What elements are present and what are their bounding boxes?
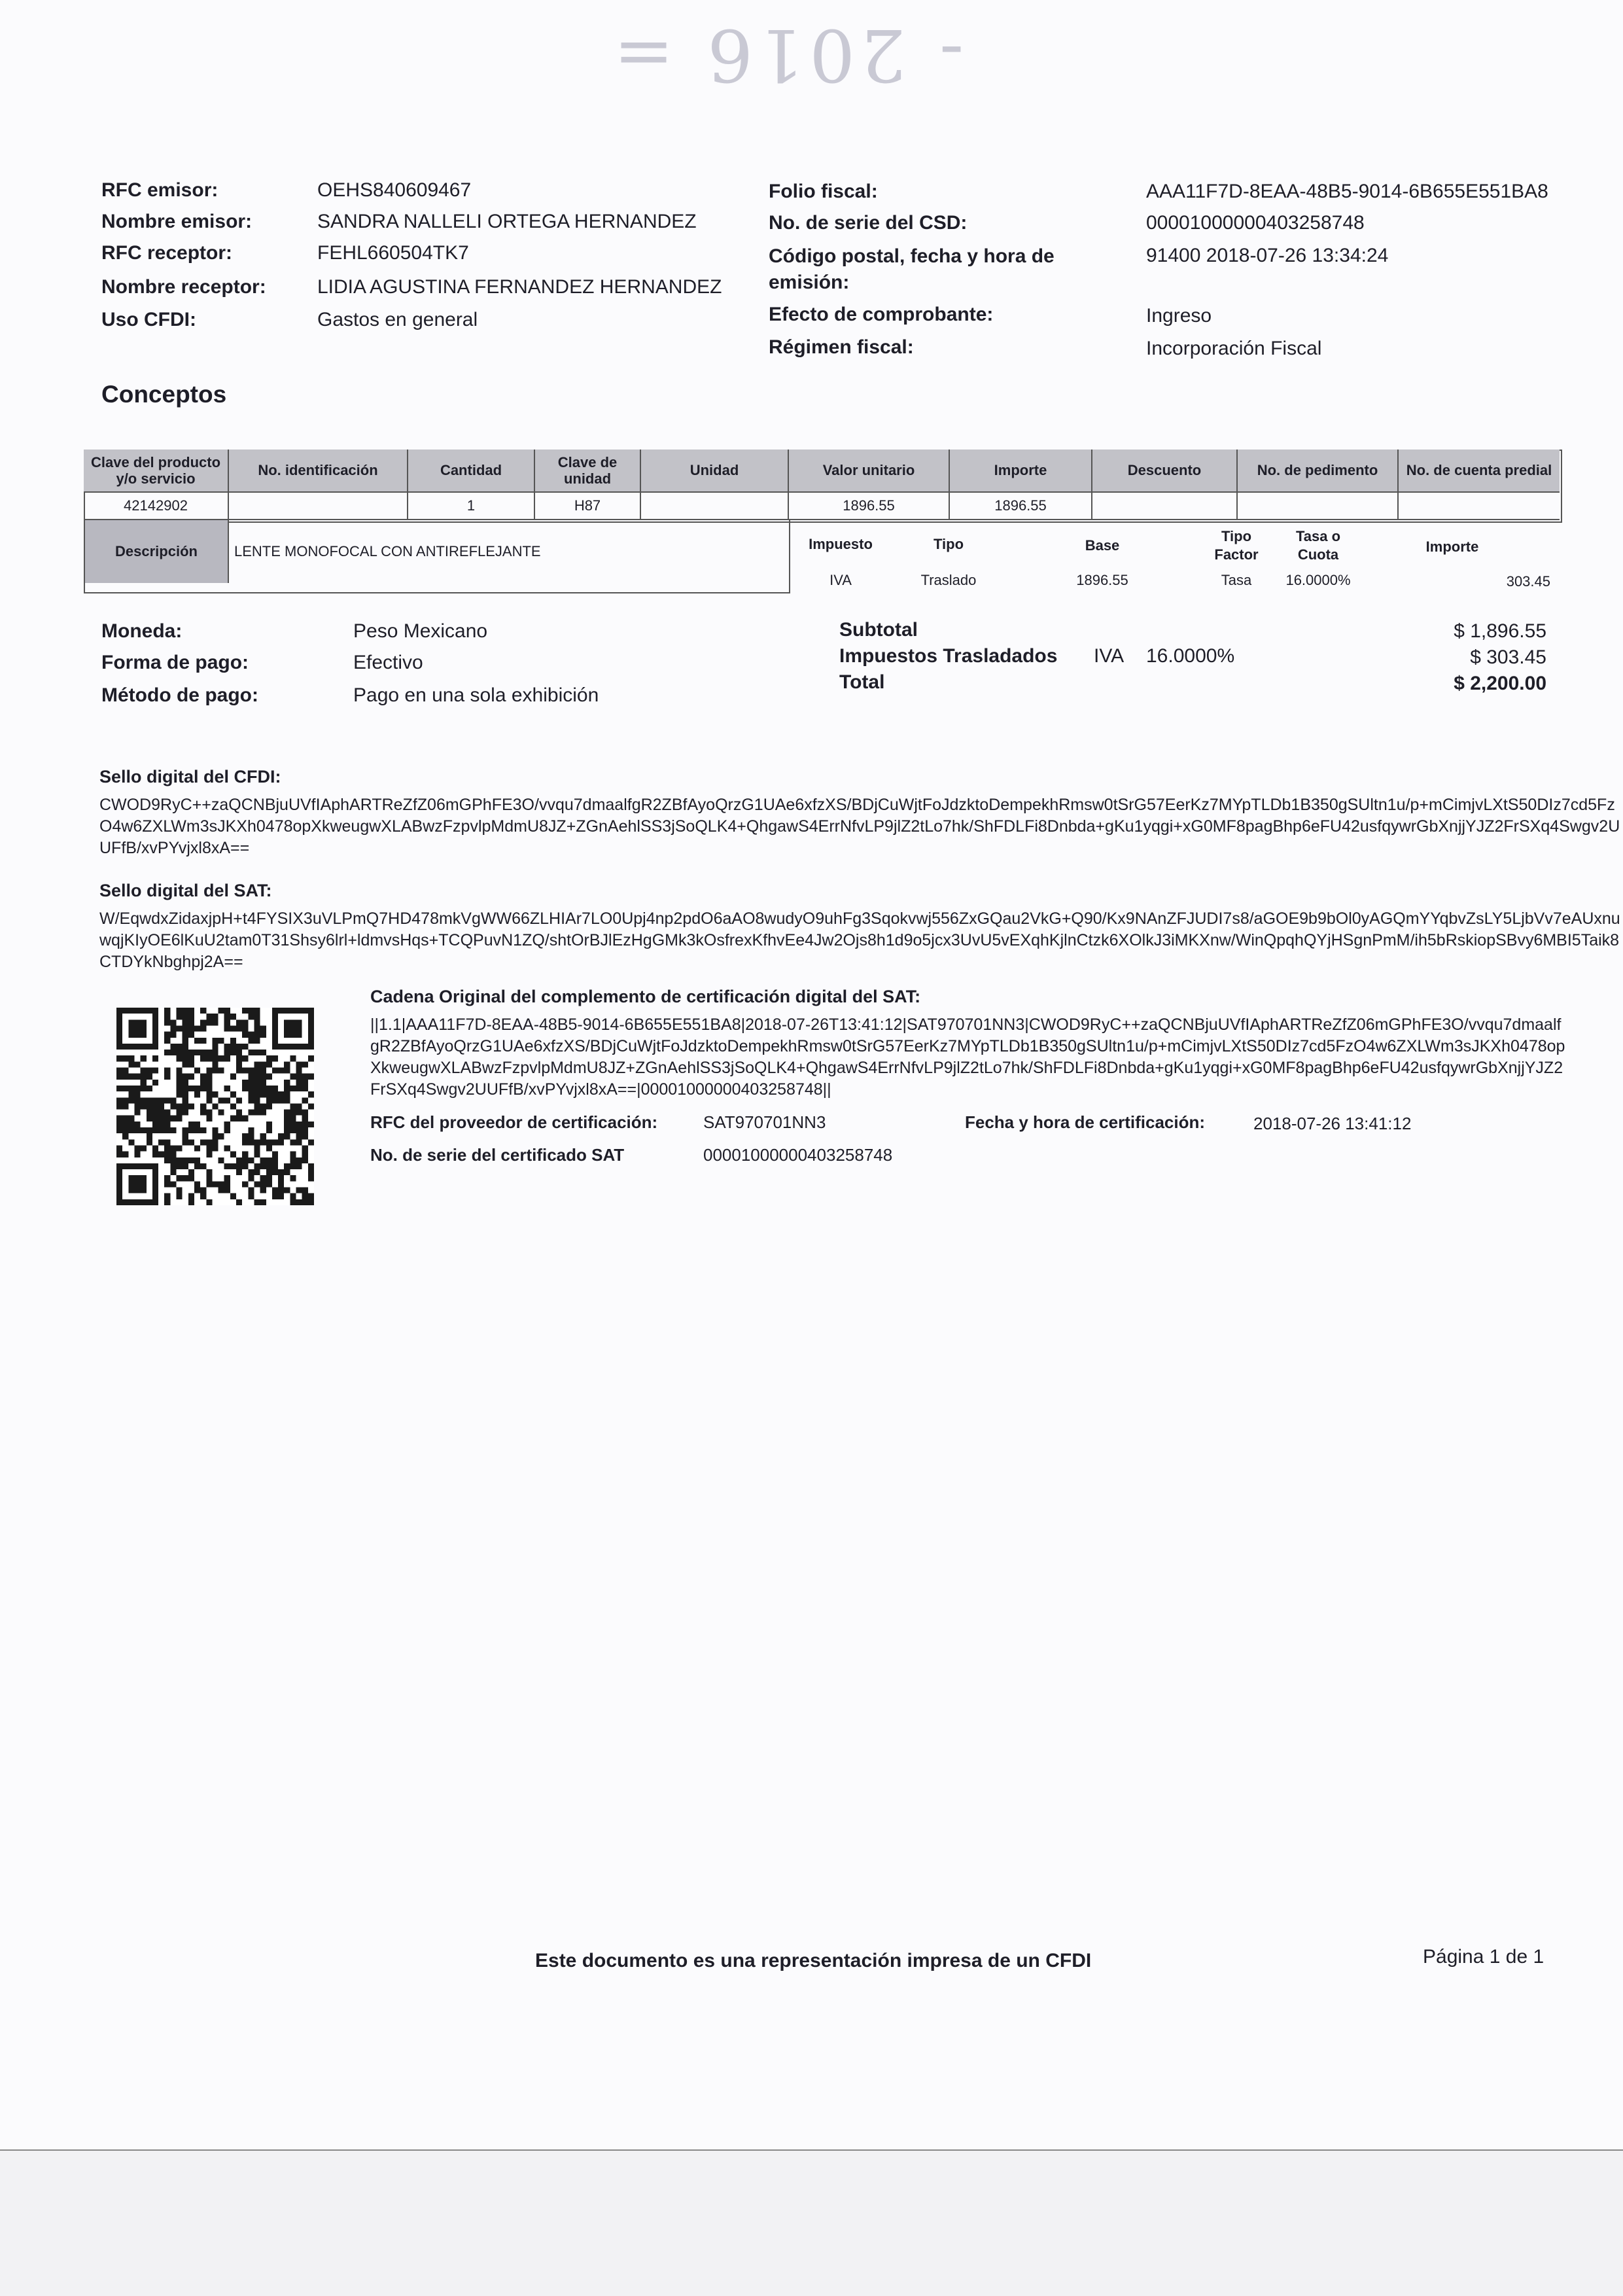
- tax-base: 1896.55: [1076, 572, 1128, 588]
- sello-sat: W/EqwdxZidaxjpH+t4FYSIX3uVLPmQ7HD478mkVgWW66ZLHIAr7LO0Upj4np2pdO6aAO8wudyO9uhFg3Sqokvwj556ZxGQau2VkG+Q90/Kx9NAnZFJUDI7s8/aGOE9b9bOl0yAGQmYYqbvZsLY5LjbVv7eAUxnuwqjKIyOE6lKuU2tam0T31Shsy6lrl+ldmvsHqs+TCQPuvN1ZQ/shtOrBJlEzHgGMk3kOsfrexKfhvEe4Jw2Ojs8h1d9o5jcx3UvU5vEXqhKjlnCtzk6XOlkJ3iMKXnw/WinQpqhQYjHSgnPmM/ih5bRskiopSBvy6MBI5Taik8CTDYkNbghpj2A==: [99, 910, 1620, 971]
- rfc-receptor-label: RFC receptor:: [101, 242, 233, 264]
- uso-cfdi-label: Uso CFDI:: [101, 309, 196, 330]
- nombre-emisor-value: SANDRA NALLELI ORTEGA HERNANDEZ: [317, 211, 697, 232]
- tax-tipo: Traslado: [920, 572, 977, 588]
- nombre-emisor-label: Nombre emisor:: [101, 211, 253, 232]
- rfc-emisor-value: OEHS840609467: [317, 179, 472, 201]
- th-clave-producto: Clave del producto y/o servicio: [84, 450, 229, 493]
- serie-cert-value: 00001000000403258748: [703, 1145, 893, 1165]
- serie-csd-label: No. de serie del CSD:: [769, 212, 968, 234]
- th-clave-unidad: Clave de unidad: [535, 450, 641, 493]
- tax-h-impuesto: Impuesto: [809, 536, 873, 552]
- tax-h-tipo-factor: Tipo Factor: [1214, 528, 1259, 563]
- tax-h-tasa-cuota: Tasa o Cuota: [1295, 528, 1341, 563]
- td-valor-unitario: 1896.55: [789, 493, 950, 520]
- serie-cert-label: No. de serie del certificado SAT: [370, 1145, 625, 1165]
- total-label: Total: [839, 671, 885, 693]
- td-clave-unidad: H87: [535, 493, 641, 520]
- th-cuenta-predial: No. de cuenta predial: [1399, 450, 1560, 493]
- tax-h-base: Base: [1085, 537, 1120, 554]
- th-no-pedimento: No. de pedimento: [1238, 450, 1399, 493]
- td-descuento: [1092, 493, 1238, 520]
- td-cantidad: 1: [408, 493, 535, 520]
- moneda-label: Moneda:: [101, 620, 183, 642]
- tax-impuesto: IVA: [829, 572, 852, 588]
- folio-fiscal-value: AAA11F7D-8EAA-48B5-9014-6B655E551BA8: [1146, 181, 1548, 202]
- scan-bottom: [0, 2151, 1623, 2296]
- conceptos-title: Conceptos: [101, 381, 227, 408]
- serie-csd-value: 00001000000403258748: [1146, 212, 1365, 234]
- forma-pago-label: Forma de pago:: [101, 652, 249, 673]
- impuestos-tax: IVA: [1094, 645, 1125, 667]
- regimen-fiscal-label: Régimen fiscal:: [769, 336, 914, 358]
- impuestos-rate: 16.0000%: [1146, 645, 1235, 667]
- nombre-receptor-label: Nombre receptor:: [101, 276, 266, 298]
- rfc-proveedor-value: SAT970701NN3: [703, 1112, 826, 1132]
- descripcion-label: Descripción: [85, 520, 229, 583]
- tax-tipo-factor: Tasa: [1221, 572, 1252, 588]
- rfc-emisor-label: RFC emisor:: [101, 179, 218, 201]
- handwritten-note: - 2016 =: [608, 13, 964, 97]
- td-clave-producto: 42142902: [84, 493, 229, 520]
- sello-sat-title: Sello digital del SAT:: [99, 881, 272, 900]
- tax-h-importe: Importe: [1425, 539, 1479, 555]
- forma-pago-value: Efectivo: [353, 652, 423, 673]
- fecha-cert-value: 2018-07-26 13:41:12: [1253, 1114, 1412, 1133]
- tax-tasa-cuota: 16.0000%: [1285, 572, 1351, 588]
- nombre-receptor-value: LIDIA AGUSTINA FERNANDEZ HERNANDEZ: [317, 276, 722, 298]
- codigo-postal-value: 91400 2018-07-26 13:34:24: [1146, 245, 1389, 266]
- th-descuento: Descuento: [1092, 450, 1238, 493]
- metodo-pago-value: Pago en una sola exhibición: [353, 684, 599, 706]
- td-importe: 1896.55: [950, 493, 1092, 520]
- codigo-postal-label: Código postal, fecha y hora de emisión:: [769, 245, 1055, 293]
- cadena-title: Cadena Original del complemento de certificación digital del SAT:: [370, 987, 921, 1006]
- descripcion-value: LENTE MONOFOCAL CON ANTIREFLEJANTE: [234, 543, 541, 559]
- cadena-original: ||1.1|AAA11F7D-8EAA-48B5-9014-6B655E551BA8|2018-07-26T13:41:12|SAT970701NN3|CWOD9RyC++zaQCNBjuUVfIAphARTReZfZ06mGPhFE3O/vvqu7dmaalfgR2ZBfAyoQrzG1UAe6xfzXS/BDjCuWjtFoJdzktoDempekhRmsw0tSrG57EerKz7MYpTLDb1B350gSUltn1u/p+mCimjvLXtS50DIz7cd5FzO4w6ZXLWm3sJKXh0478opXkweugwXLABwzFzpvlpMdmU8JZ+ZGnAehlSS3jSoQLK4+QhgawS4ErrNfvLP9jlZ2tLo7hk/ShFDLFi8Dnbda+gKu1yqgi+xG0MF8pagBhp6eFU42usfqywrGbXnjjYJZ2FrSXq4Swgv2UUFfB/xvPYvjxl8xA==|00001000000403258748||: [370, 1016, 1565, 1099]
- page-number: Página 1 de 1: [1423, 1946, 1544, 1968]
- sello-cfdi: CWOD9RyC++zaQCNBjuUVfIAphARTReZfZ06mGPhFE3O/vvqu7dmaalfgR2ZBfAyoQrzG1UAe6xfzXS/BDjCuWjtFoJdzktoDempekhRmsw0tSrG57EerKz7MYpTLDb1B350gSUltn1u/p+mCimjvLXtS50DIz7cd5FzO4w6ZXLWm3sJKXh0478opXkweugwXLABwzFzpvlpMdmU8JZ+ZGnAehlSS3jSoQLK4+QhgawS4ErrNfvLP9jlZ2tLo7hk/ShFDLFi8Dnbda+gKu1yqgi+xG0MF8pagBhp6eFU42usfqywrGbXnjjYJZ2FrSXq4Swgv2UUFfB/xvPYvjxl8xA==: [99, 796, 1620, 857]
- metodo-pago-label: Método de pago:: [101, 684, 258, 706]
- td-unidad: [641, 493, 789, 520]
- th-unidad: Unidad: [641, 450, 789, 493]
- rfc-proveedor-label: RFC del proveedor de certificación:: [370, 1112, 658, 1132]
- total-value: $ 2,200.00: [1454, 673, 1546, 694]
- qr-code: [116, 1008, 314, 1205]
- subtotal-value: $ 1,896.55: [1454, 620, 1546, 642]
- uso-cfdi-value: Gastos en general: [317, 309, 478, 330]
- folio-fiscal-label: Folio fiscal:: [769, 181, 878, 202]
- tax-importe: 303.45: [1506, 573, 1550, 590]
- efecto-comprobante-label: Efecto de comprobante:: [769, 304, 994, 325]
- th-no-identificacion: No. identificación: [229, 450, 408, 493]
- moneda-value: Peso Mexicano: [353, 620, 488, 642]
- tax-h-tipo: Tipo: [933, 536, 964, 552]
- td-no-identificacion: [229, 493, 408, 520]
- th-valor-unitario: Valor unitario: [789, 450, 950, 493]
- regimen-fiscal-value: Incorporación Fiscal: [1146, 338, 1322, 359]
- efecto-comprobante-value: Ingreso: [1146, 305, 1212, 327]
- fecha-cert-label: Fecha y hora de certificación:: [965, 1112, 1206, 1132]
- th-cantidad: Cantidad: [408, 450, 535, 493]
- impuestos-label: Impuestos Trasladados: [839, 645, 1058, 667]
- sello-cfdi-title: Sello digital del CFDI:: [99, 767, 281, 786]
- td-cuenta-predial: [1399, 493, 1560, 520]
- subtotal-label: Subtotal: [839, 619, 918, 641]
- impuestos-value: $ 303.45: [1470, 646, 1546, 668]
- th-importe: Importe: [950, 450, 1092, 493]
- rfc-receptor-value: FEHL660504TK7: [317, 242, 469, 264]
- footer-text: Este documento es una representación impresa de un CFDI: [535, 1950, 1092, 1971]
- td-no-pedimento: [1238, 493, 1399, 520]
